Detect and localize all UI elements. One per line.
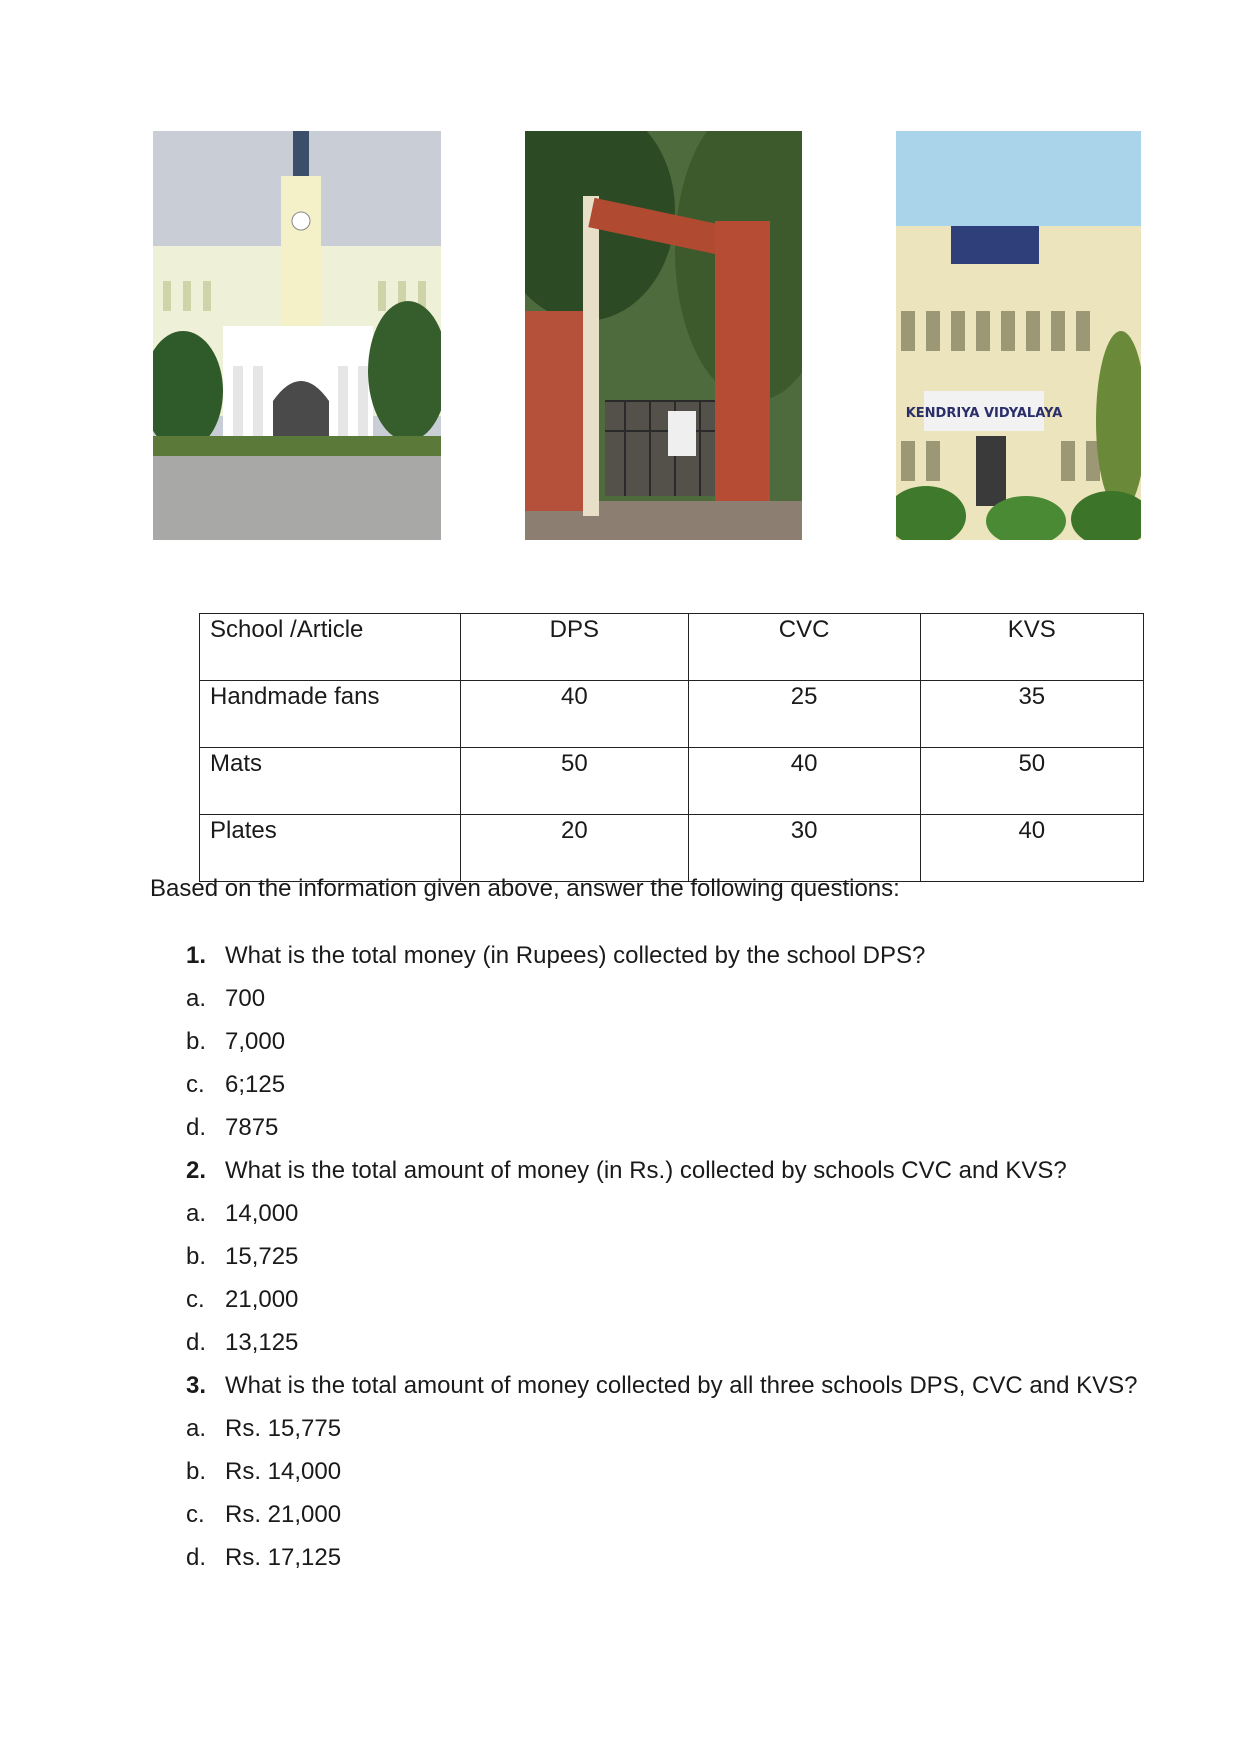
option-item xyxy=(186,1063,1146,1106)
option-letter: b. xyxy=(186,1028,207,1055)
option-item xyxy=(186,977,1146,1020)
option-item xyxy=(186,1321,1146,1364)
option-text: 13,125 xyxy=(225,1329,299,1356)
option-letter: d. xyxy=(186,1329,207,1356)
table-cell: 40 xyxy=(461,681,689,748)
table-cell: Plates xyxy=(200,815,461,882)
option-text: Rs. 17,125 xyxy=(225,1544,342,1571)
option-letter: c. xyxy=(186,1286,205,1313)
question-number: 3. xyxy=(186,1372,207,1399)
option-text: 7875 xyxy=(225,1114,279,1141)
table-header-cell: DPS xyxy=(461,614,689,681)
option-item xyxy=(186,1192,1146,1235)
option-text: 6;125 xyxy=(225,1071,286,1098)
option-letter: a. xyxy=(186,1200,207,1227)
option-text: Rs. 15,775 xyxy=(225,1415,342,1442)
option-letter: c. xyxy=(186,1501,205,1528)
instructions-text: Based on the information given above, answer the following questions: xyxy=(150,875,900,902)
option-letter: d. xyxy=(186,1114,207,1141)
option-text: 7,000 xyxy=(225,1028,286,1055)
table-cell: 20 xyxy=(461,815,689,882)
signboard-text: KENDRIYA VIDYALAYA xyxy=(905,406,1063,421)
table-header-cell: School /Article xyxy=(200,614,461,681)
option-item xyxy=(186,1278,1146,1321)
question-text: What is the total money (in Rupees) collected by the school DPS? xyxy=(225,942,926,969)
option-item xyxy=(186,1450,1146,1493)
table-cell: Mats xyxy=(200,748,461,815)
question-text: What is the total amount of money (in Rs.) collected by schools CVC and KVS? xyxy=(225,1157,1067,1184)
option-text: Rs. 14,000 xyxy=(225,1458,342,1485)
option-text: 14,000 xyxy=(225,1200,299,1227)
option-letter: a. xyxy=(186,985,207,1012)
table-row xyxy=(200,815,1144,882)
question-2 xyxy=(186,1149,1146,1192)
question-3 xyxy=(186,1364,1146,1407)
table-row xyxy=(200,748,1144,815)
option-item xyxy=(186,1020,1146,1063)
question-1 xyxy=(186,934,1146,977)
table-cell: 40 xyxy=(920,815,1143,882)
question-number: 2. xyxy=(186,1157,207,1184)
option-letter: b. xyxy=(186,1458,207,1485)
option-item xyxy=(186,1106,1146,1149)
kendriya-vidyalaya-building-photo xyxy=(896,131,1141,540)
option-letter: b. xyxy=(186,1243,207,1270)
table-cell: 30 xyxy=(688,815,920,882)
table-cell: 35 xyxy=(920,681,1143,748)
option-item xyxy=(186,1493,1146,1536)
church-school-building-photo xyxy=(153,131,441,540)
option-letter: c. xyxy=(186,1071,205,1098)
option-item xyxy=(186,1235,1146,1278)
table-cell: 50 xyxy=(920,748,1143,815)
question-text: What is the total amount of money collected by all three schools DPS, CVC and KVS? xyxy=(225,1372,1138,1399)
question-number: 1. xyxy=(186,942,207,969)
option-item xyxy=(186,1407,1146,1450)
question-list xyxy=(186,934,1146,1579)
table-cell: 40 xyxy=(688,748,920,815)
table-cell: Handmade fans xyxy=(200,681,461,748)
option-text: 15,725 xyxy=(225,1243,299,1270)
table-cell: 25 xyxy=(688,681,920,748)
table-header-cell: CVC xyxy=(688,614,920,681)
school-articles-table xyxy=(199,613,1144,882)
table-header-cell: KVS xyxy=(920,614,1143,681)
option-text: 700 xyxy=(225,985,266,1012)
table-cell: 50 xyxy=(461,748,689,815)
option-text: 21,000 xyxy=(225,1286,299,1313)
option-text: Rs. 21,000 xyxy=(225,1501,342,1528)
table-header-row xyxy=(200,614,1144,681)
school-gate-photo xyxy=(525,131,802,540)
table-row xyxy=(200,681,1144,748)
option-letter: a. xyxy=(186,1415,207,1442)
option-item xyxy=(186,1536,1146,1579)
option-letter: d. xyxy=(186,1544,207,1571)
